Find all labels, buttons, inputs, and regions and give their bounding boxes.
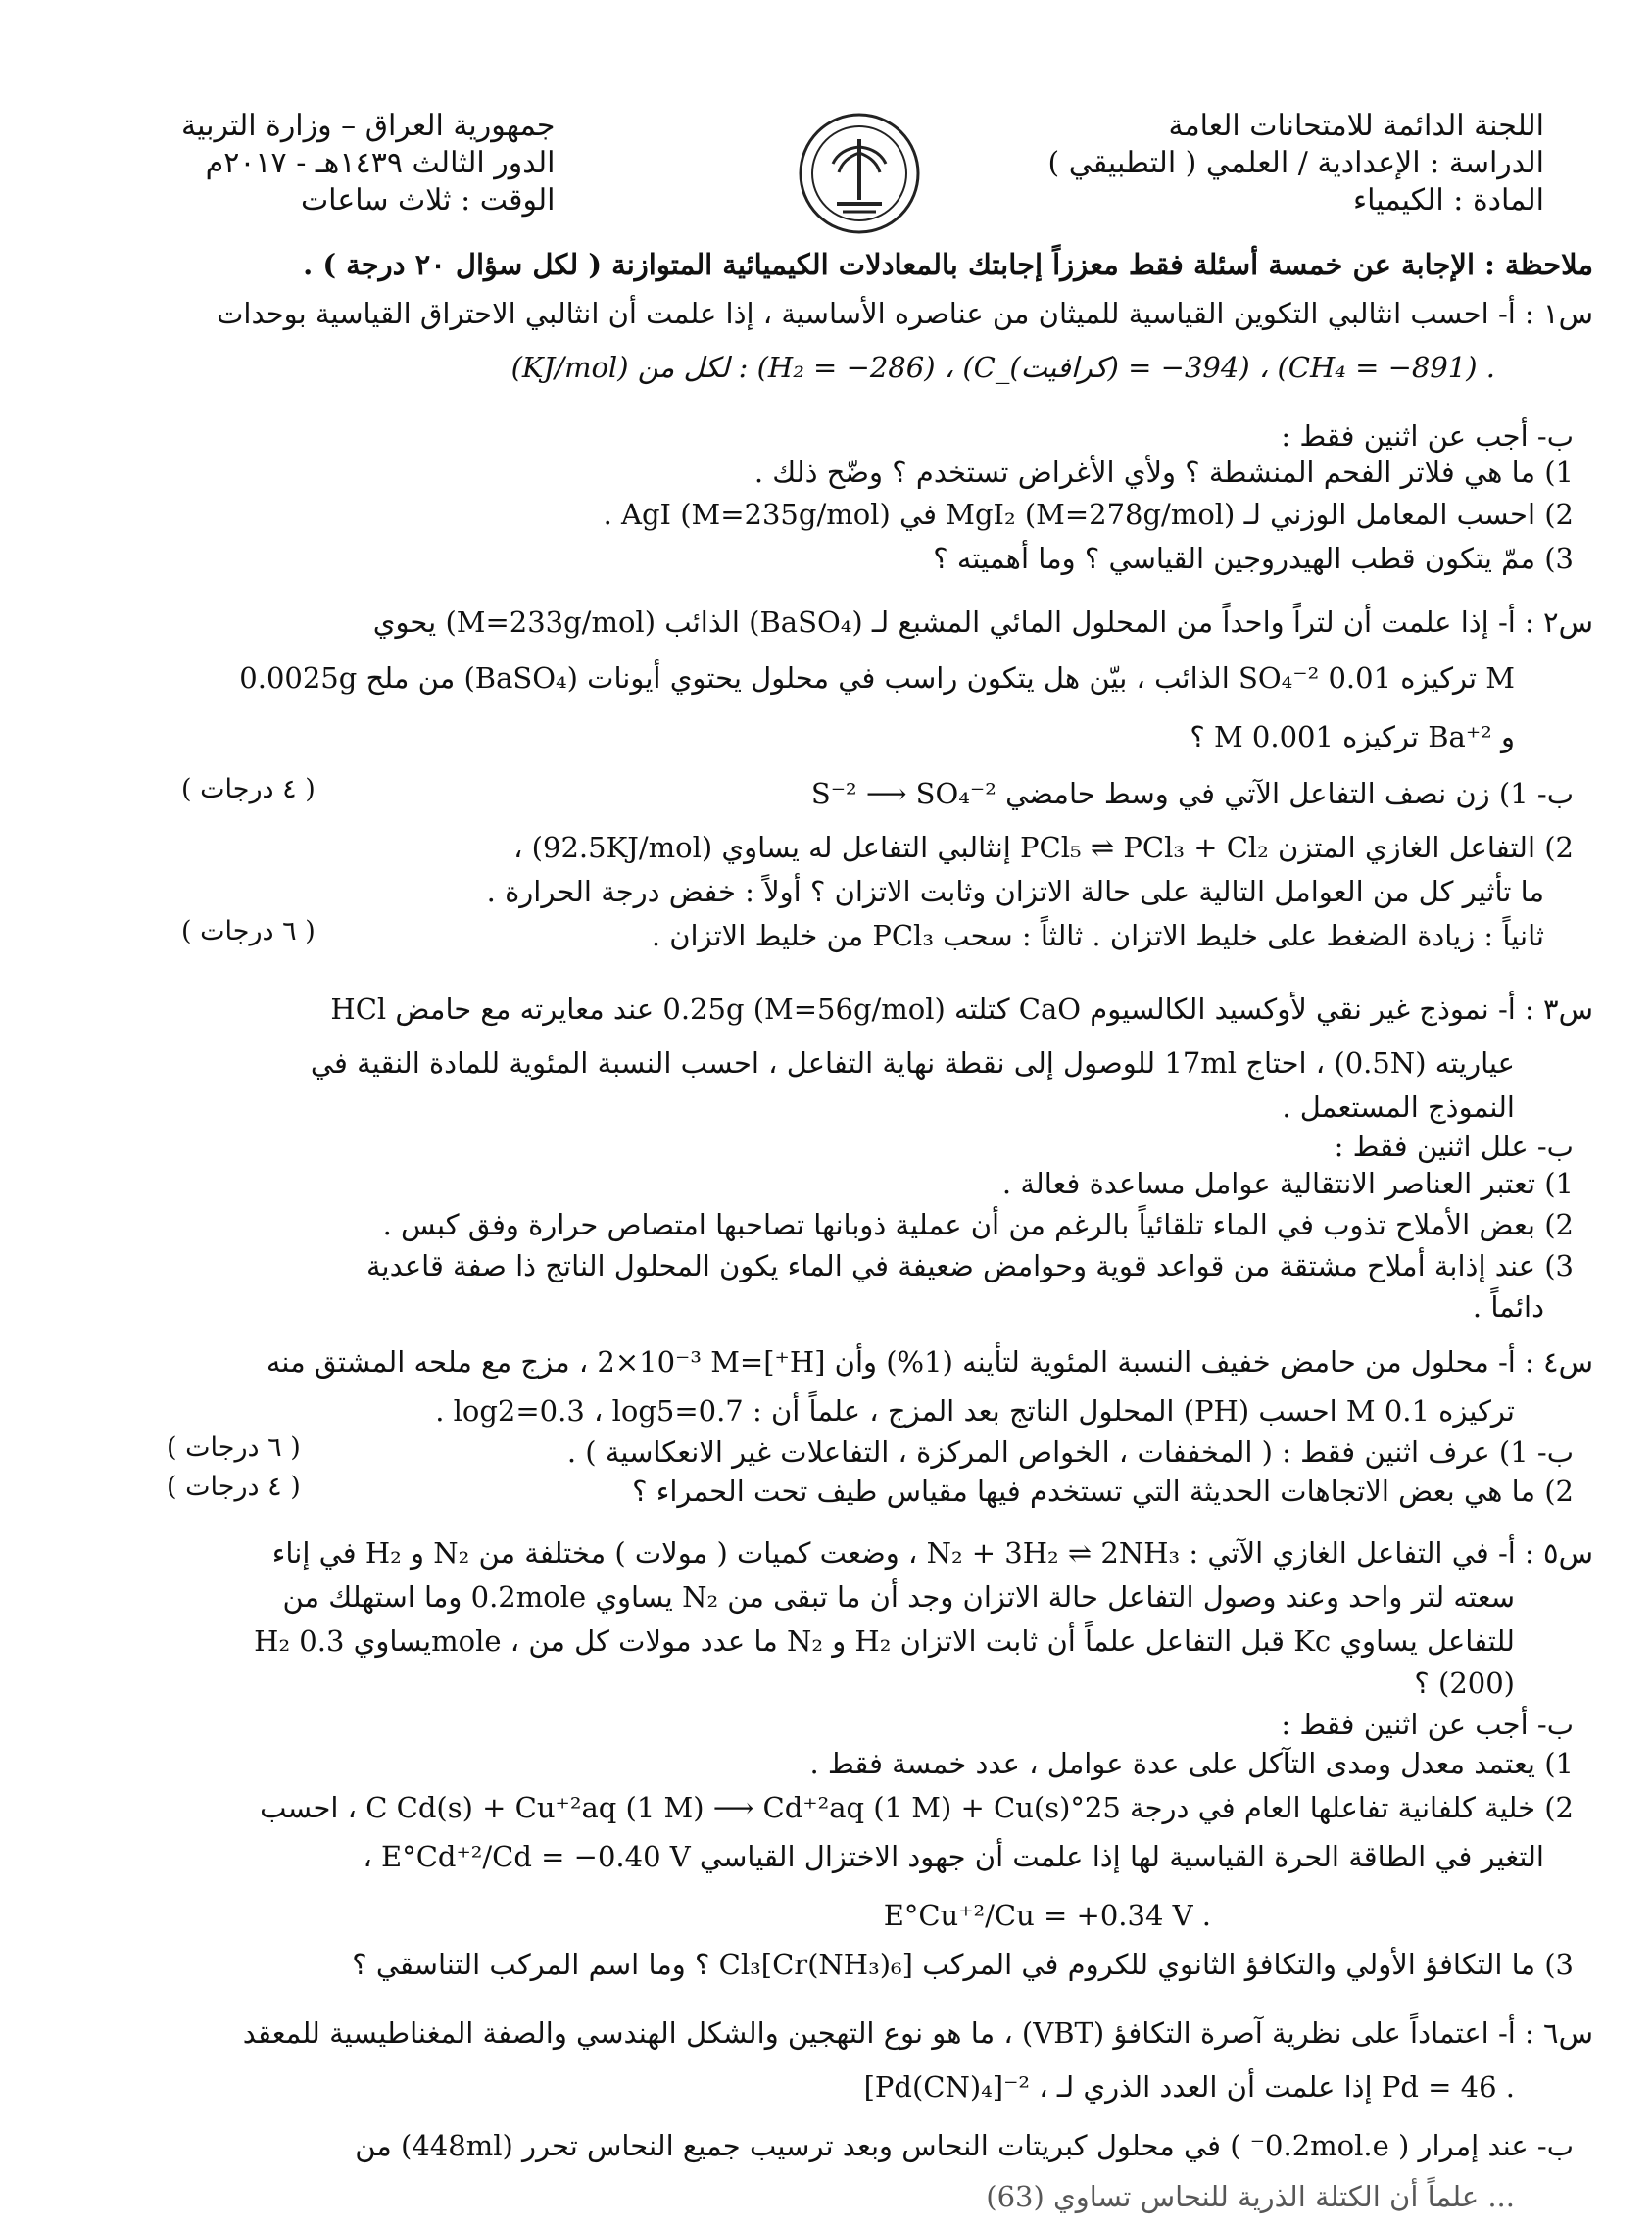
header-left — [181, 108, 555, 219]
q4-b2-marks: ( ٤ درجات ) — [167, 1472, 301, 1502]
q2-b2-line1: 2) التفاعل الغازي المتزن PCl₅ ⇌ PCl₃ + Cl₂ إنثالبي التفاعل له يساوي (92.5KJ/mol) ، — [513, 831, 1574, 864]
q2-b1: ب- 1) زن نصف التفاعل الآتي في وسط حامضي S⁻² ⟶ SO₄⁻² — [810, 777, 1574, 810]
q4-a-line1: س٤ : أ- محلول من حامض خفيف النسبة المئوية لتأينه (1%) وأن [H⁺]=2×10⁻³ M ، مزج مع ملحه المشتق منه — [266, 1345, 1593, 1379]
q2-b2-line2: ما تأثير كل من العوامل التالية على حالة الاتزان وثابت الاتزان ؟ أولاً : خفض درجة الحرارة . — [486, 875, 1544, 908]
q5-b3: 3) ما التكافؤ الأولي والتكافؤ الثانوي للكروم في المركب [Cr(NH₃)₆]Cl₃ ؟ وما اسم المركب التناسقي ؟ — [352, 1948, 1574, 1981]
q6-a-line1: س٦ : أ- اعتماداً على نظرية آصرة التكافؤ (VBT) ، ما هو نوع التهجين والشكل الهندسي والصفة المغناطيسية للمعقد — [242, 2016, 1593, 2050]
q3-a-line1: س٣ : أ- نموذج غير نقي لأوكسيد الكالسيوم CaO كتلته 0.25g (M=56g/mol) عند معايرته مع حامض HCl — [330, 992, 1593, 1026]
q5-a-line1: س٥ : أ- في التفاعل الغازي الآتي : N₂ + 3H₂ ⇌ 2NH₃ ، وضعت كميات ( مولات ) مختلفة من N₂ و H₂ في إناء — [271, 1536, 1593, 1570]
q6-a-line2: [Pd(CN)₄]⁻² ، إذا علمت أن العدد الذري لـ Pd = 46 . — [863, 2070, 1515, 2104]
q3-b-intro: ب- علل اثنين فقط : — [1334, 1130, 1574, 1163]
q1-b3: 3) ممّ يتكون قطب الهيدروجين القياسي ؟ وما أهميته ؟ — [933, 542, 1574, 575]
q3-a-line3: النموذج المستعمل . — [1282, 1090, 1515, 1124]
q5-b-intro: ب- أجب عن اثنين فقط : — [1281, 1708, 1574, 1741]
q3-a-line2: عياريته (0.5N) ، احتاج 17ml للوصول إلى نقطة نهاية التفاعل ، احسب النسبة المئوية للمادة النقية في — [310, 1046, 1515, 1080]
subject-name: المادة : الكيمياء — [1353, 183, 1544, 218]
exam-time: الوقت : ثلاث ساعات — [300, 183, 556, 218]
q4-b1: ب- 1) عرف اثنين فقط : ( المخففات ، الخواص المركزة ، التفاعلات غير الانعكاسية ) . — [566, 1435, 1574, 1469]
ministry-seal-icon — [796, 110, 923, 237]
q2-b2-line3: ثانياً : زيادة الضغط على خليط الاتزان . ثالثاً : سحب PCl₃ من خليط الاتزان . — [651, 919, 1544, 952]
q3-b3-line2: دائماً . — [1472, 1290, 1544, 1324]
q2-b1-marks: ( ٤ درجات ) — [181, 774, 316, 804]
q4-b2: 2) ما هي بعض الاتجاهات الحديثة التي تستخدم فيها مقياس طيف تحت الحمراء ؟ — [632, 1475, 1574, 1508]
q5-b2-line3: E°Cu⁺²/Cu = +0.34 V . — [883, 1899, 1211, 1932]
q2-a-line3: و Ba⁺² تركيزه 0.001 M ؟ — [1190, 720, 1515, 753]
q1-a-line1: س١ : أ- احسب انثالبي التكوين القياسية للميثان من عناصره الأساسية ، إذا علمت أن انثالبي الاحتراق القياسية بوحدات — [217, 297, 1593, 330]
q1-a-line2: (KJ/mol) لكل من : (H₂ = −286) ، (C_(كرافيت) = −394) ، (CH₄ = −891) . — [510, 351, 1495, 384]
q2-a-line2: 0.0025g من ملح (BaSO₄) الذائب ، بيّن هل يتكون راسب في محلول يحتوي أيونات SO₄⁻² تركيزه 0.01 M — [239, 661, 1515, 695]
q3-b2: 2) بعض الأملاح تذوب في الماء تلقائياً بالرغم من أن عملية ذوبانها تصاحبها امتصاص حرارة وفق كبس . — [382, 1208, 1574, 1241]
committee-name: اللجنة الدائمة للامتحانات العامة — [1168, 109, 1544, 143]
q5-a-line4: (200) ؟ — [1414, 1667, 1515, 1700]
q6-b-line2: ... علماً أن الكتلة الذرية للنحاس تساوي (63) — [986, 2180, 1515, 2213]
q2-b2-marks: ( ٦ درجات ) — [181, 916, 316, 946]
q5-b2-line2: التغير في الطاقة الحرة القياسية لها إذا علمت أن جهود الاختزال القياسي E°Cd⁺²/Cd = −0.40 V ، — [363, 1840, 1544, 1873]
exam-note: ملاحظة : الإجابة عن خمسة أسئلة فقط معززاً إجابتك بالمعادلات الكيميائية المتوازنة ( لكل سؤال ٢٠ درجة ) . — [303, 248, 1593, 281]
header-right — [1047, 108, 1544, 219]
q6-b-line1: ب- عند إمرار ( 0.2mol.e⁻ ) في محلول كبريتات النحاس وبعد ترسيب جميع النحاس تحرر (448ml) من — [355, 2129, 1574, 2162]
q1-b1: 1) ما هي فلاتر الفحم المنشطة ؟ ولأي الأغراض تستخدم ؟ وضّح ذلك . — [753, 456, 1574, 489]
q1-b2: 2) احسب المعامل الوزني لـ MgI₂ (M=278g/mol) في AgI (M=235g/mol) . — [603, 498, 1574, 531]
q5-b2-line1: 2) خلية كلفانية تفاعلها العام في درجة 25°C Cd(s) + Cu⁺²aq (1 M) ⟶ Cd⁺²aq (1 M) + Cu(s) ، احسب — [260, 1791, 1574, 1824]
q2-a-line1: س٢ : أ- إذا علمت أن لتراً واحداً من المحلول المائي المشبع لـ (BaSO₄) الذائب (M=233g/mol) يحوي — [372, 605, 1593, 639]
q4-a-line2: تركيزه 0.1 M احسب (PH) المحلول الناتج بعد المزج ، علماً أن : log2=0.3 ، log5=0.7 . — [435, 1394, 1515, 1428]
q3-b1: 1) تعتبر العناصر الانتقالية عوامل مساعدة فعالة . — [1001, 1167, 1574, 1200]
q3-b3-line1: 3) عند إذابة أملاح مشتقة من قواعد قوية وحوامض ضعيفة في الماء يكون المحلول الناتج ذا صفة قاعدية — [366, 1249, 1574, 1282]
q5-b1: 1) يعتمد معدل ومدى التآكل على عدة عوامل ، عدد خمسة فقط . — [809, 1747, 1574, 1780]
study-branch: الدراسة : الإعدادية / العلمي ( التطبيقي ) — [1047, 146, 1544, 180]
q5-a-line2: سعته لتر واحد وعند وصول التفاعل حالة الاتزان وجد أن ما تبقى من N₂ يساوي 0.2mole وما استهلك من — [282, 1580, 1515, 1614]
q1-b-intro: ب- أجب عن اثنين فقط : — [1281, 419, 1574, 453]
q4-b1-marks: ( ٦ درجات ) — [167, 1432, 301, 1463]
exam-round: الدور الثالث ١٤٣٩هـ - ٢٠١٧م — [205, 146, 556, 180]
q5-a-line3: H₂ يساوي 0.3mole ، ما عدد مولات كل من N₂ و H₂ قبل التفاعل علماً أن ثابت الاتزان Kc للتفاعل يساوي — [254, 1624, 1515, 1658]
republic-ministry: جمهورية العراق – وزارة التربية — [181, 109, 556, 143]
